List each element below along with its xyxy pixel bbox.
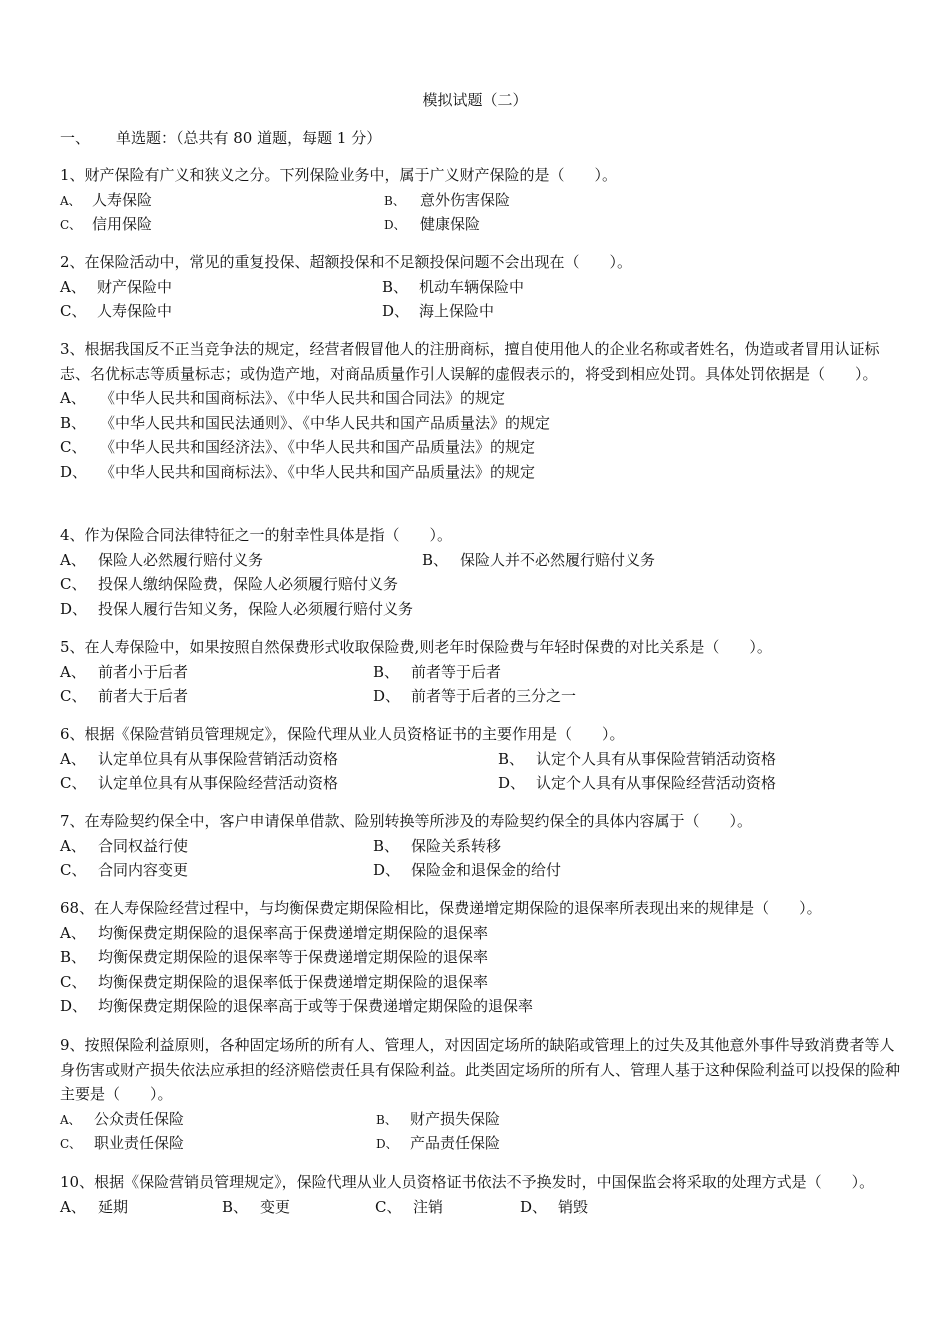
section-number: 一、 xyxy=(60,129,91,147)
question-4 xyxy=(60,523,900,621)
option-a: A、 人寿保险 xyxy=(60,190,153,209)
question-6 xyxy=(60,722,900,796)
option-c: C、 前者大于后者 xyxy=(60,687,189,705)
option-c: C、 注销 xyxy=(375,1197,444,1216)
option-b: B、 变更 xyxy=(222,1197,291,1216)
option-b: B、 保险人并不必然履行赔付义务 xyxy=(422,550,656,569)
question-5 xyxy=(60,635,900,709)
option-a: A、 保险人必然履行赔付义务 xyxy=(60,550,264,569)
option-b: B、 机动车辆保险中 xyxy=(382,277,525,296)
option-d: D、 产品责任保险 xyxy=(376,1134,501,1152)
option-b: B、 保险关系转移 xyxy=(373,836,502,855)
question-stem: 3、根据我国反不正当竞争法的规定，经营者假冒他人的注册商标，擅自使用他人的企业名称或者姓名，伪造或者冒用认证标志、名优标志等质量标志；或伪造产地，对商品质量作引人误解的虚假表示的，将受到相应处罚。具体处罚依据是（ ）。 xyxy=(60,340,880,383)
option-b: B、 均衡保费定期保险的退保率等于保费递增定期保险的退保率 xyxy=(60,948,489,966)
option-d: D、 健康保险 xyxy=(384,215,481,233)
option-c: C、 认定单位具有从事保险经营活动资格 xyxy=(60,774,339,792)
question-stem: 68、在人寿保险经营过程中，与均衡保费定期保险相比，保费递增定期保险的退保率所表现出来的规律是（ ）。 xyxy=(60,899,822,917)
question-stem: 6、根据《保险营销员管理规定》，保险代理从业人员资格证书的主要作用是（ ）。 xyxy=(60,725,625,743)
section-heading xyxy=(60,127,381,148)
option-d: D、 投保人履行告知义务，保险人必须履行赔付义务 xyxy=(60,599,414,618)
question-stem: 1、财产保险有广义和狭义之分。下列保险业务中，属于广义财产保险的是（ ）。 xyxy=(60,166,618,184)
question-7 xyxy=(60,809,900,883)
question-9 xyxy=(60,1033,900,1156)
option-d: D、 认定个人具有从事保险经营活动资格 xyxy=(498,774,777,792)
option-a: A、 均衡保费定期保险的退保率高于保费递增定期保险的退保率 xyxy=(60,923,489,942)
option-d: D、 均衡保费定期保险的退保率高于或等于保费递增定期保险的退保率 xyxy=(60,997,534,1015)
option-c: C、 投保人缴纳保险费，保险人必须履行赔付义务 xyxy=(60,575,399,593)
page-title: 模拟试题（二） xyxy=(422,91,528,109)
option-c: C、 人寿保险中 xyxy=(60,302,173,320)
question-stem: 2、在保险活动中，常见的重复投保、超额投保和不足额投保问题不会出现在（ ）。 xyxy=(60,253,633,271)
question-3 xyxy=(60,337,900,484)
question-stem: 9、按照保险利益原则，各种固定场所的所有人、管理人，对因固定场所的缺陷或管理上的过失及其他意外事件导致消费者等人身伤害或财产损失依法应承担的经济赔偿责任具有保险利益。此类固定场所的所有人、管理人基于这种保险利益可以投保的险种主要是（ ）。 xyxy=(60,1036,901,1103)
option-d: D、 销毁 xyxy=(520,1197,589,1216)
option-d: D、 保险金和退保金的给付 xyxy=(373,861,562,879)
option-d: D、 《中华人民共和国商标法》、《中华人民共和国产品质量法》的规定 xyxy=(60,462,536,481)
option-b: B、 认定个人具有从事保险营销活动资格 xyxy=(498,749,777,768)
option-a: A、 延期 xyxy=(60,1197,129,1216)
option-b: B、 意外伤害保险 xyxy=(384,190,511,209)
option-a: A、 前者小于后者 xyxy=(60,662,189,681)
option-a: A、 认定单位具有从事保险营销活动资格 xyxy=(60,749,339,768)
option-a: A、 公众责任保险 xyxy=(60,1109,185,1128)
option-a: A、 合同权益行使 xyxy=(60,836,189,855)
question-10 xyxy=(60,1170,900,1219)
option-d: D、 海上保险中 xyxy=(382,302,495,320)
question-stem: 7、在寿险契约保全中，客户申请保单借款、险别转换等所涉及的寿险契约保全的具体内容属于（ ）。 xyxy=(60,812,753,830)
option-b: B、 财产损失保险 xyxy=(376,1109,501,1128)
question-stem: 5、在人寿保险中，如果按照自然保费形式收取保险费,则老年时保险费与年轻时保费的对比关系是（ ）。 xyxy=(60,638,772,656)
option-c: C、 职业责任保险 xyxy=(60,1134,185,1152)
question-1 xyxy=(60,163,900,237)
option-a: A、 《中华人民共和国商标法》、《中华人民共和国合同法》的规定 xyxy=(60,389,506,407)
section-label: 单选题：（总共有 80 道题，每题 1 分） xyxy=(116,129,382,147)
question-8 xyxy=(60,896,920,1019)
option-a: A、 财产保险中 xyxy=(60,277,173,296)
question-stem: 4、作为保险合同法律特征之一的射幸性具体是指（ ）。 xyxy=(60,526,453,544)
option-c: C、 信用保险 xyxy=(60,215,153,233)
option-c: C、 合同内容变更 xyxy=(60,861,189,879)
option-d: D、 前者等于后者的三分之一 xyxy=(373,687,577,705)
question-2 xyxy=(60,250,900,324)
option-c: C、 《中华人民共和国经济法》、《中华人民共和国产品质量法》的规定 xyxy=(60,438,536,456)
option-c: C、 均衡保费定期保险的退保率低于保费递增定期保险的退保率 xyxy=(60,972,489,991)
option-b: B、 《中华人民共和国民法通则》、《中华人民共和国产品质量法》的规定 xyxy=(60,413,551,432)
option-b: B、 前者等于后者 xyxy=(373,662,502,681)
question-stem: 10、根据《保险营销员管理规定》，保险代理从业人员资格证书依法不予换发时，中国保监会将采取的处理方式是（ ）。 xyxy=(60,1173,875,1191)
